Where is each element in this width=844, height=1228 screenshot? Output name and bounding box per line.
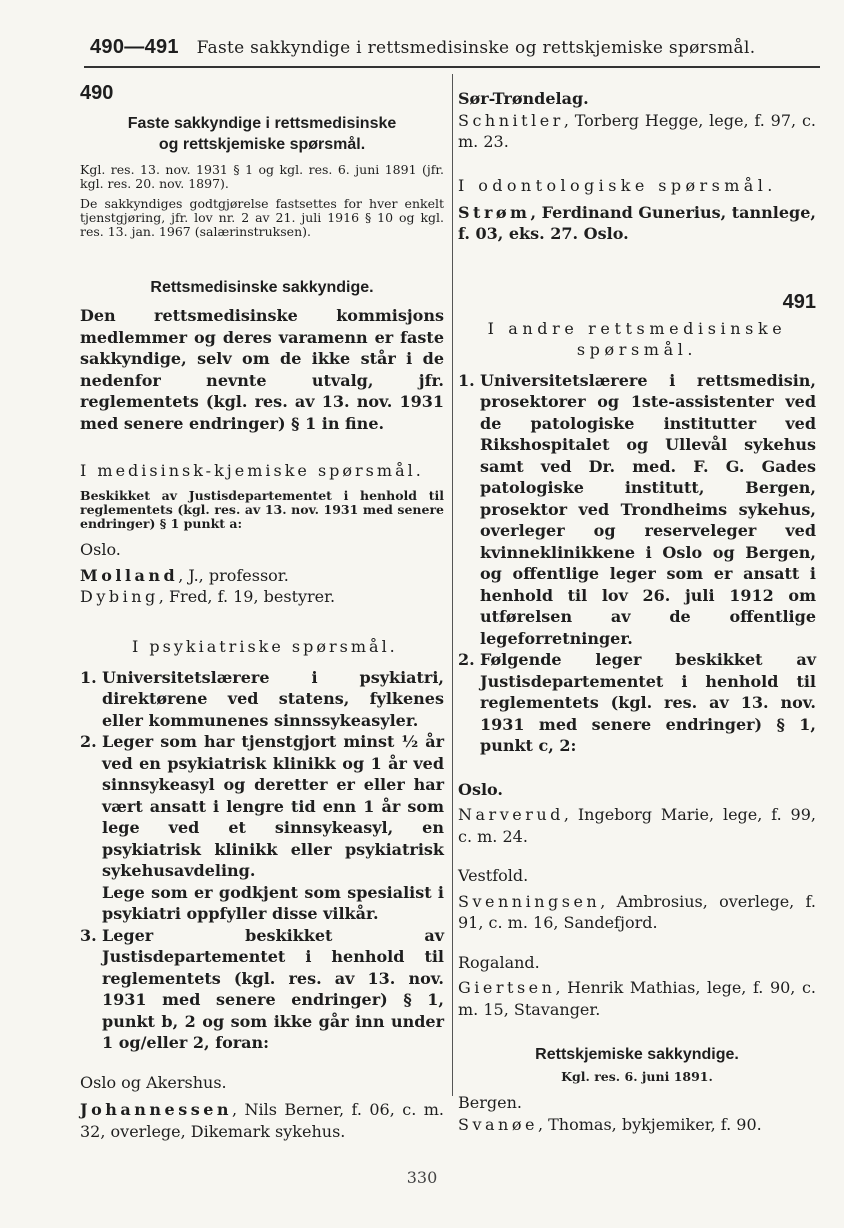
left-column [80, 80, 444, 1142]
entry-johannessen-details: , Nils Berner, f. 06, c. m. 32, overlege, Dikemark sykehus. [80, 1100, 444, 1141]
entry-svenningsen-details: , Ambrosius, overlege, f. 91, c. m. 16, Sandefjord. [458, 891, 816, 932]
entry-strom [458, 202, 816, 245]
entry-molland [80, 565, 444, 587]
rettskjemiske-note: Kgl. res. 6. juni 1891. [561, 1069, 713, 1084]
entry-dybing [80, 586, 444, 608]
psyk-item: 3. Leger beskikket av Justisdepartementet i henhold til reglementets (kgl. res. av 13. nov. 1931 med senere endringer) § 1, punkt b, 2 og som ikke går inn under 1 og/eller 2, foran: [80, 925, 444, 1052]
main-heading-line1: Faste sakkyndige i rettsmedisinske [127, 115, 397, 132]
entry-molland-details: , J., professor. [178, 565, 289, 585]
andre-caption: I andre rettsmedisinske spørsmål. [487, 318, 787, 359]
entry-narverud-name: Narverud [458, 805, 564, 824]
psyk-item: 1. Universitetslærere i psykiatri, direktørene ved statens, fylkenes eller kommunenes sinnssykeasyler. [80, 667, 444, 730]
medkjem-caption: I medisinsk-kjemiske spørsmål. [80, 461, 424, 480]
entry-dybing-name: Dybing [80, 587, 159, 606]
rettskjemiske-heading: Rettskjemiske sakkyndige. [535, 1046, 739, 1063]
running-header [90, 36, 820, 62]
fee-note: De sakkyndiges godtgjørelse fastsettes for hver enkelt tjenstgjøring, jfr. lov nr. 2 av 21. juli 1916 § 10 og kgl. res. 13. jan. 1967 (salærinstruksen). [80, 196, 444, 239]
psyk-list [80, 667, 444, 1054]
entry-johannessen-name: Johannessen [80, 1100, 233, 1119]
entry-narverud [458, 804, 816, 847]
header-rule [84, 66, 820, 68]
entry-svenningsen [458, 891, 816, 934]
andre-item: 1. Universitetslærere i rettsmedisin, prosektorer og 1ste-assistenter ved de patologiske institutter ved Rikshospitalet og Ullevål sykehus samt ved Dr. med. F. G. Gades patologiske institutt, Bergen, prosektor ved Trondheims sykehus, overleger og reserveleger ved kvinneklinikkene i Oslo og Bergen, og offentlige leger som er ansatt i henhold til lov 26. juli 1912 om utførelsen av de offentlige legeforretninger. [458, 370, 816, 648]
oslo-akershus-heading: Oslo og Akershus. [80, 1072, 227, 1092]
entry-svanoe-name: Svanøe [458, 1114, 538, 1134]
psyk-item: 2. Leger som har tjenstgjort minst ½ år ved en psykiatrisk klinikk og 1 år ved sinnsykeasyl og deretter er eller har vært ansatt i lengre tid enn 1 år som lege ved et sinnsykeasyl, en psykiatrisk klinikk eller psykiatrisk sykehusavdeling. Lege som er godkjent som spesialist i psykiatri oppfyller disse vilkår. [80, 732, 444, 923]
andre-item: 2. Følgende leger beskikket av Justisdepartementet i henhold til reglementets (kgl. res. av 13. nov. 1931 med senere endringer) § 1, punkt c, 2: [458, 650, 816, 755]
page-number: 330 [406, 1168, 438, 1187]
oslo-heading-right: Oslo. [458, 779, 503, 799]
entry-dybing-details: , Fred, f. 19, bestyrer. [158, 587, 336, 606]
entry-narverud-details: , Ingeborg Marie, lege, f. 99, c. m. 24. [458, 805, 816, 846]
entry-giertsen-name: Giertsen [458, 978, 556, 997]
column-divider [452, 74, 453, 1096]
oslo-heading-left: Oslo. [80, 540, 121, 559]
rogaland-heading: Rogaland. [458, 952, 540, 972]
rettsmedisinske-text: Den rettsmedisinske kommisjons medlemmer og deres varamenn er faste sakkyndige, selv om de ikke står i de nedenfor nevnte utvalg, jfr. reglementets (kgl. res. av 13. nov. 1931 med senere endringer) § 1 in fine. [80, 306, 444, 433]
main-heading-line2: og rettskjemiske spørsmål. [158, 136, 366, 153]
entry-svanoe-details: , Thomas, bykjemiker, f. 90. [537, 1114, 762, 1134]
section-number-490: 490 [80, 82, 114, 104]
vestfold-heading: Vestfold. [458, 866, 529, 885]
entry-svenningsen-name: Svenningsen [458, 891, 601, 911]
entry-molland-name: Molland [80, 565, 179, 585]
andre-list [458, 370, 816, 757]
entry-giertsen [458, 977, 816, 1020]
entry-strom-name: Strøm [458, 202, 531, 222]
section-number-491: 491 [782, 290, 816, 313]
entry-giertsen-details: , Henrik Mathias, lege, f. 90, c. m. 15, Stavanger. [458, 978, 816, 1019]
rettsmedisinske-heading: Rettsmedisinske sakkyndige. [150, 279, 374, 296]
right-column [458, 80, 816, 1135]
entry-strom-details: , Ferdinand Gunerius, tannlege, f. 03, eks. 27. Oslo. [458, 202, 816, 243]
entry-schnitler-details: , Torberg Hegge, lege, f. 97, c. m. 23. [458, 110, 816, 151]
entry-schnitler [458, 110, 816, 153]
header-page-range: 490—491 [90, 36, 179, 58]
sor-trondelag-heading: Sør-Trøndelag. [458, 89, 589, 108]
header-title: Faste sakkyndige i rettsmedisinske og rettskjemiske spørsmål. [196, 38, 756, 58]
entry-johannessen [80, 1099, 444, 1142]
entry-schnitler-name: Schnitler [458, 110, 564, 130]
odont-caption: I odontologiske spørsmål. [458, 175, 777, 195]
medkjem-note: Beskikket av Justisdepartementet i henhold til reglementets (kgl. res. av 13. nov. 1931 med senere endringer) § 1 punkt a: [80, 488, 444, 531]
bergen-heading: Bergen. [458, 1093, 522, 1112]
legal-reference-note: Kgl. res. 13. nov. 1931 § 1 og kgl. res. 6. juni 1891 (jfr. kgl. res. 20. nov. 1897). [80, 162, 444, 191]
psyk-caption: I psykiatriske spørsmål. [132, 636, 398, 656]
entry-svanoe [458, 1114, 816, 1136]
